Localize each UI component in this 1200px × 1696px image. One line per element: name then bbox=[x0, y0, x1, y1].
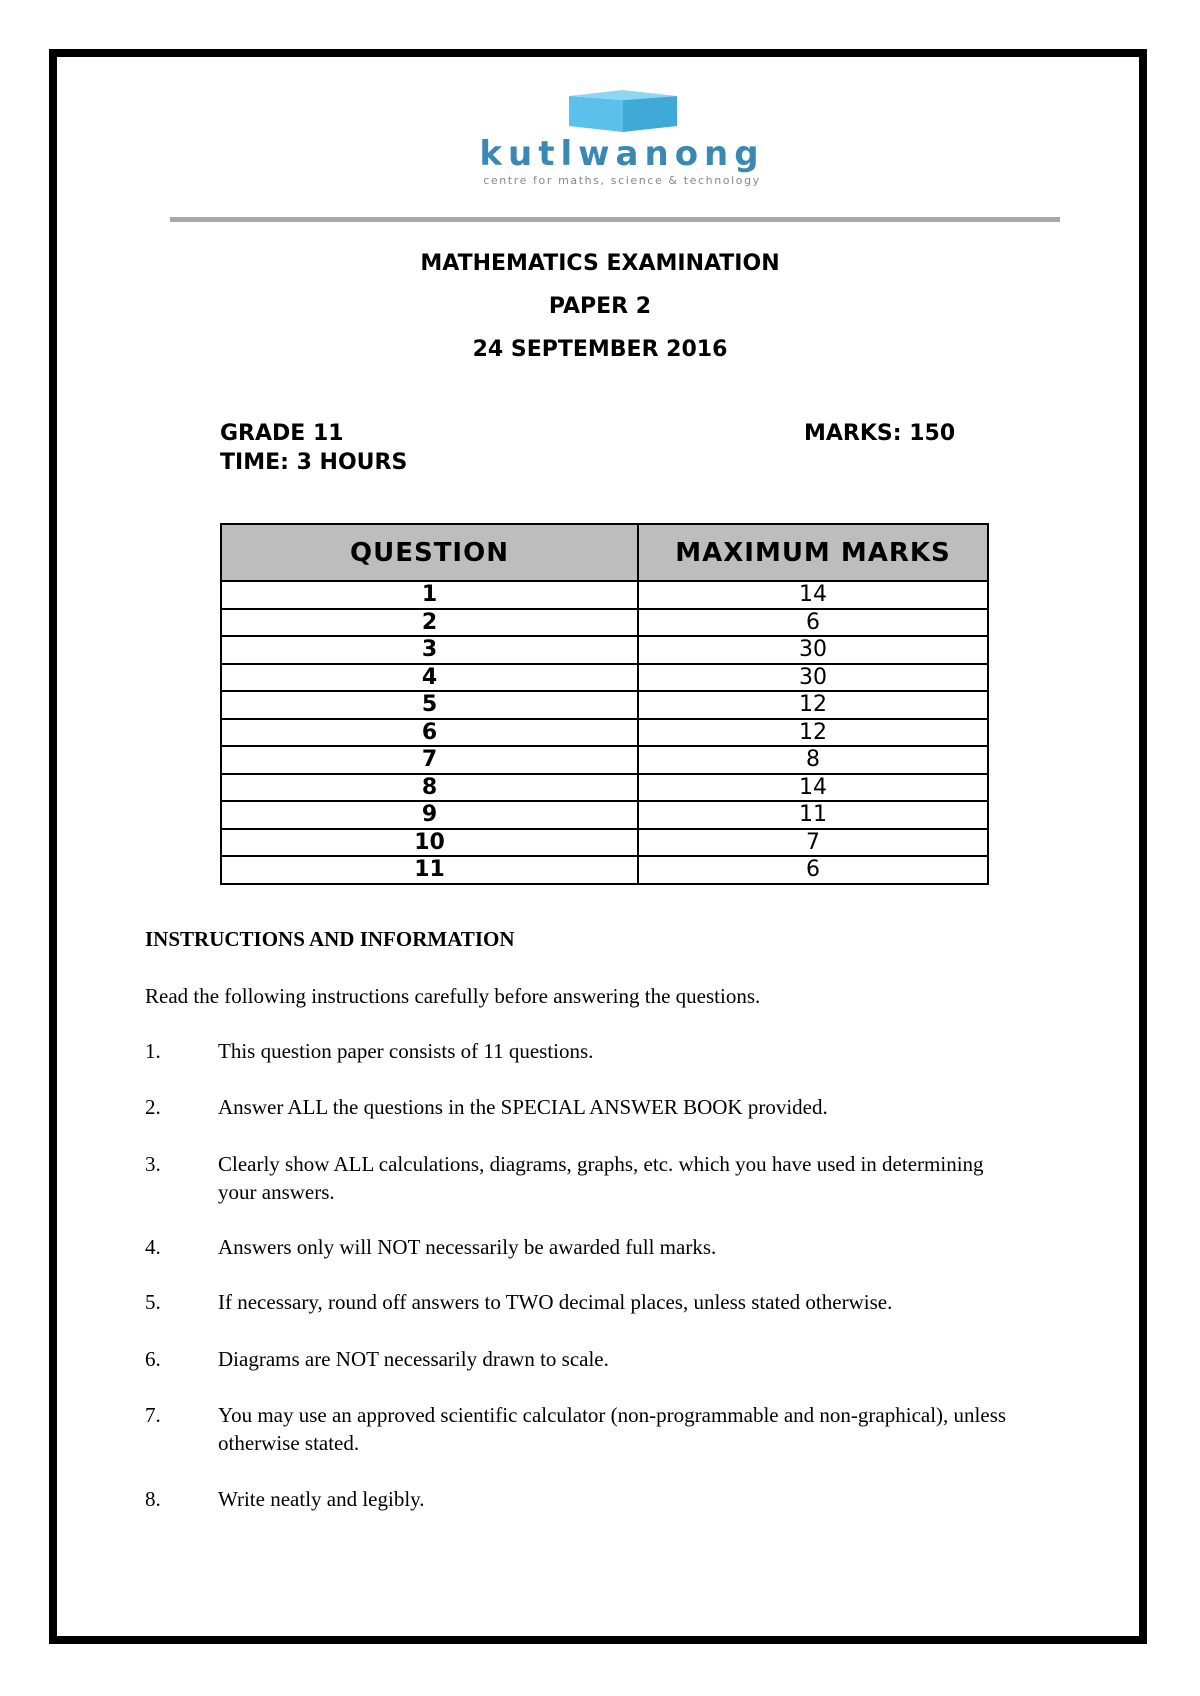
question-cell: 10 bbox=[221, 829, 638, 857]
time-label: TIME: 3 HOURS bbox=[220, 450, 408, 475]
instruction-number: 4. bbox=[145, 1235, 161, 1259]
question-cell: 1 bbox=[221, 581, 638, 609]
question-cell: 8 bbox=[221, 774, 638, 802]
table-row bbox=[221, 829, 988, 857]
marks-table bbox=[220, 523, 989, 885]
cube-logo-icon bbox=[569, 90, 677, 132]
question-cell: 4 bbox=[221, 664, 638, 692]
table-row bbox=[221, 609, 988, 637]
marks-cell: 14 bbox=[638, 774, 988, 802]
column-header-max-marks: MAXIMUM MARKS bbox=[638, 524, 988, 581]
question-cell: 6 bbox=[221, 719, 638, 747]
question-cell: 7 bbox=[221, 746, 638, 774]
marks-total: MARKS: 150 bbox=[804, 421, 956, 446]
table-row bbox=[221, 801, 988, 829]
paper-number: PAPER 2 bbox=[548, 294, 652, 319]
exam-title: MATHEMATICS EXAMINATION bbox=[420, 251, 780, 276]
table-header-row bbox=[221, 524, 988, 581]
table-row bbox=[221, 664, 988, 692]
instruction-number: 2. bbox=[145, 1095, 161, 1119]
instruction-text: Clearly show ALL calculations, diagrams, graphs, etc. which you have used in determining your answers. bbox=[218, 1152, 984, 1204]
table-row bbox=[221, 581, 988, 609]
kutlwanong-logo bbox=[437, 90, 807, 190]
table-row bbox=[221, 746, 988, 774]
question-cell: 9 bbox=[221, 801, 638, 829]
instruction-number: 3. bbox=[145, 1152, 161, 1176]
instructions-intro: Read the following instructions carefully before answering the questions. bbox=[145, 984, 761, 1008]
instruction-text: Diagrams are NOT necessarily drawn to scale. bbox=[218, 1347, 609, 1371]
marks-cell: 11 bbox=[638, 801, 988, 829]
marks-cell: 30 bbox=[638, 664, 988, 692]
table-row bbox=[221, 774, 988, 802]
marks-cell: 12 bbox=[638, 691, 988, 719]
instruction-text: If necessary, round off answers to TWO decimal places, unless stated otherwise. bbox=[218, 1290, 893, 1314]
question-cell: 5 bbox=[221, 691, 638, 719]
table-row bbox=[221, 636, 988, 664]
instruction-text: Write neatly and legibly. bbox=[218, 1487, 425, 1511]
table-row bbox=[221, 691, 988, 719]
grade-label: GRADE 11 bbox=[220, 421, 344, 446]
marks-cell: 30 bbox=[638, 636, 988, 664]
logo-tagline: centre for maths, science & technology bbox=[483, 174, 761, 187]
marks-cell: 8 bbox=[638, 746, 988, 774]
instruction-number: 8. bbox=[145, 1487, 161, 1511]
question-cell: 3 bbox=[221, 636, 638, 664]
instruction-number: 5. bbox=[145, 1290, 161, 1314]
logo-wordmark: kutlwanong bbox=[479, 134, 765, 174]
instruction-number: 1. bbox=[145, 1039, 161, 1063]
marks-cell: 6 bbox=[638, 609, 988, 637]
table-row bbox=[221, 856, 988, 884]
question-cell: 11 bbox=[221, 856, 638, 884]
marks-cell: 14 bbox=[638, 581, 988, 609]
question-cell: 2 bbox=[221, 609, 638, 637]
instruction-text: This question paper consists of 11 questions. bbox=[218, 1039, 594, 1063]
marks-cell: 6 bbox=[638, 856, 988, 884]
instructions-heading: INSTRUCTIONS AND INFORMATION bbox=[145, 927, 515, 951]
header-divider bbox=[170, 217, 1060, 222]
marks-cell: 12 bbox=[638, 719, 988, 747]
instruction-text: Answer ALL the questions in the SPECIAL ANSWER BOOK provided. bbox=[218, 1095, 828, 1119]
exam-date: 24 SEPTEMBER 2016 bbox=[472, 337, 728, 362]
instruction-text: You may use an approved scientific calculator (non-programmable and non-graphical), unless otherwise stated. bbox=[218, 1403, 1007, 1455]
instruction-number: 6. bbox=[145, 1347, 161, 1371]
table-row bbox=[221, 719, 988, 747]
marks-cell: 7 bbox=[638, 829, 988, 857]
instruction-number: 7. bbox=[145, 1403, 161, 1427]
instruction-text: Answers only will NOT necessarily be awarded full marks. bbox=[218, 1235, 717, 1259]
column-header-question: QUESTION bbox=[221, 524, 638, 581]
